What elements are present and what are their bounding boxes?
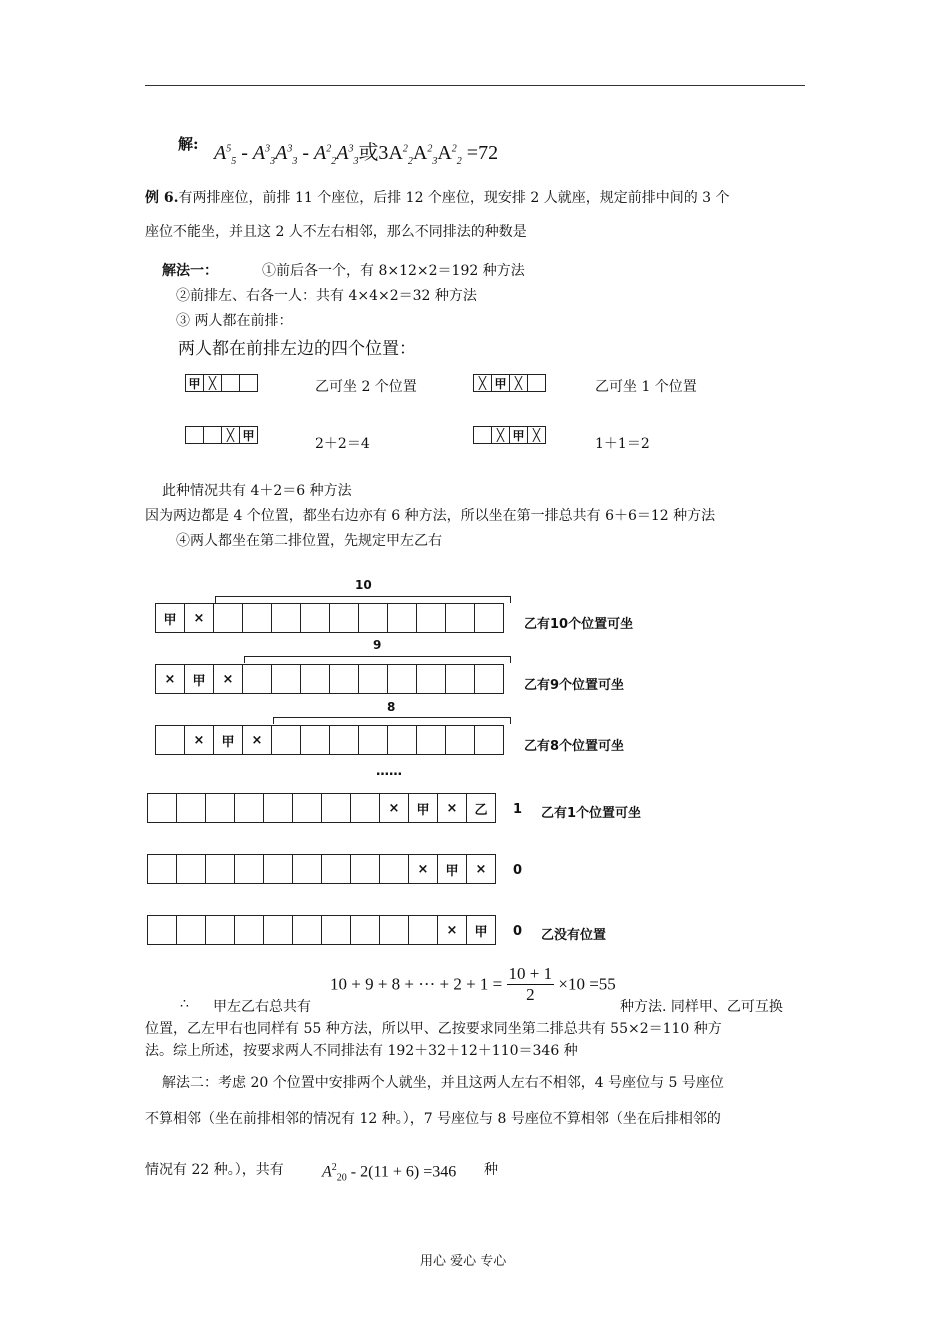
seat: ╳ <box>203 374 222 392</box>
seat <box>387 603 417 633</box>
box-b <box>474 374 546 392</box>
seat <box>221 374 240 392</box>
seat: 甲 <box>408 793 438 823</box>
seat: × <box>242 725 272 755</box>
seat: × <box>213 664 243 694</box>
seat: × <box>379 793 409 823</box>
solution-label: 解: <box>178 135 199 153</box>
seat-row-4 <box>148 793 496 823</box>
box-a <box>186 374 258 392</box>
seat: × <box>184 603 214 633</box>
seat: 甲 <box>466 915 496 945</box>
seat <box>416 664 446 694</box>
seat <box>205 915 235 945</box>
seat <box>205 793 235 823</box>
method2-formula: $A^2_{20} - 2(11 + 6) =346$ <box>322 1162 457 1184</box>
seat <box>203 426 222 444</box>
case3-heading: 两人都在前排左边的四个位置： <box>178 339 416 359</box>
seat <box>329 725 359 755</box>
method2-line3-prefix: 情况有 22 种。），共有 <box>145 1162 284 1178</box>
seat <box>271 664 301 694</box>
seat <box>234 793 264 823</box>
row5-number: 0 <box>513 863 523 878</box>
seat <box>445 664 475 694</box>
seat <box>350 915 380 945</box>
seat <box>147 915 177 945</box>
seat <box>379 854 409 884</box>
seat <box>474 603 504 633</box>
summary1: 此种情况共有 4＋2＝6 种方法 <box>162 483 352 499</box>
brace <box>244 656 511 663</box>
seat <box>185 426 204 444</box>
seat: ╳ <box>527 426 546 444</box>
row4-number: 1 <box>513 802 523 817</box>
seat <box>474 664 504 694</box>
method2-line1: 解法二：考虑 20 个位置中安排两个人就坐，并且这两人左右不相邻，4 号座位与 5 号座位 <box>162 1075 724 1091</box>
example-line1: 例 6.有两排座位，前排 11 个座位，后排 12 个座位，现安排 2 人就座，规定前排中间的 3 个 <box>145 190 730 206</box>
seat: 甲 <box>437 854 467 884</box>
text-a: 乙可坐 2 个位置 <box>315 379 417 395</box>
seat: 甲 <box>184 664 214 694</box>
seat <box>350 854 380 884</box>
seat <box>242 664 272 694</box>
seat: × <box>466 854 496 884</box>
seat <box>408 915 438 945</box>
seat <box>358 603 388 633</box>
case1: ①前后各一个，有 8×12×2＝192 种方法 <box>262 263 525 279</box>
sum-suffix: 种方法. 同样甲、乙可互换 <box>620 999 783 1015</box>
formula-main: $A^5_5 - A^3_3A^3_3 - A^2_2A^3_3$或$3A^2_2A^2_3A^2_2 =72$ <box>214 142 499 167</box>
brace-number: 10 <box>355 578 372 592</box>
text-d: 1＋1＝2 <box>595 436 650 452</box>
therefore-symbol: ∴ <box>180 996 189 1012</box>
seat: × <box>437 793 467 823</box>
seat <box>445 603 475 633</box>
seat <box>387 725 417 755</box>
seat <box>292 854 322 884</box>
brace <box>215 596 511 603</box>
seat <box>263 854 293 884</box>
seat <box>147 854 177 884</box>
seat <box>300 603 330 633</box>
seat: ╳ <box>491 426 510 444</box>
seat: 甲 <box>213 725 243 755</box>
sum-prefix: 甲左乙右总共有 <box>213 999 311 1015</box>
seat <box>176 854 206 884</box>
seat <box>213 603 243 633</box>
seat: ╳ <box>509 374 528 392</box>
seat <box>329 603 359 633</box>
summary2: 因为两边都是 4 个位置，都坐右边亦有 6 种方法，所以坐在第一排总共有 6＋6＝12 种方法 <box>145 508 716 524</box>
method2-line2: 不算相邻（坐在前排相邻的情况有 12 种。），7 号座位与 8 号座位不算相邻（坐在后排相邻的 <box>145 1111 721 1127</box>
seat <box>263 793 293 823</box>
seat <box>242 603 272 633</box>
seat-row-2 <box>156 664 504 694</box>
footer: 用心 爱心 专心 <box>420 1254 507 1269</box>
seat <box>176 793 206 823</box>
text-b: 乙可坐 1 个位置 <box>595 379 697 395</box>
brace-number: 8 <box>387 700 396 714</box>
method2-line3-suffix: 种 <box>484 1162 498 1178</box>
seat <box>292 793 322 823</box>
method1-label: 解法一： <box>162 263 218 279</box>
seat <box>321 915 351 945</box>
seat: ╳ <box>221 426 240 444</box>
row4-label: 乙有1个位置可坐 <box>541 806 642 821</box>
seat <box>234 854 264 884</box>
row6-number: 0 <box>513 924 523 939</box>
sum-formula: 10 + 9 + 8 + ··· + 2 + 1 = $\frac{10 + 1}{2}$ ×10 =55 <box>330 964 616 1004</box>
seat: × <box>408 854 438 884</box>
conclusion-line3: 法。综上所述，按要求两人不同排法有 192＋32＋12＋110＝346 种 <box>145 1043 578 1059</box>
seat-row-6 <box>148 915 496 945</box>
row6-label: 乙没有位置 <box>541 928 607 943</box>
seat <box>527 374 546 392</box>
case3: ③ 两人都在前排： <box>176 313 293 329</box>
seat: 乙 <box>466 793 496 823</box>
brace <box>273 717 511 724</box>
row2-label: 乙有9个位置可坐 <box>524 678 625 693</box>
text-c: 2＋2＝4 <box>315 436 370 452</box>
seat: × <box>155 664 185 694</box>
box-c <box>186 426 258 444</box>
seat <box>205 854 235 884</box>
seat <box>329 664 359 694</box>
seat <box>387 664 417 694</box>
seat <box>300 664 330 694</box>
seat <box>271 725 301 755</box>
seat: 甲 <box>491 374 510 392</box>
case2: ②前排左、右各一人：共有 4×4×2＝32 种方法 <box>176 288 477 304</box>
seat: × <box>184 725 214 755</box>
seat <box>358 664 388 694</box>
seat <box>416 603 446 633</box>
seat <box>350 793 380 823</box>
seat <box>321 793 351 823</box>
box-d <box>474 426 546 444</box>
seat: 甲 <box>239 426 258 444</box>
seat: 甲 <box>155 603 185 633</box>
seat <box>416 725 446 755</box>
conclusion-line2: 位置，乙左甲右也同样有 55 种方法，所以甲、乙按要求同坐第二排总共有 55×2＝110 种方 <box>145 1021 722 1037</box>
case4: ④两人都坐在第二排位置，先规定甲左乙右 <box>176 533 442 549</box>
seat: 甲 <box>185 374 204 392</box>
seat <box>321 854 351 884</box>
seat <box>234 915 264 945</box>
row1-label: 乙有10个位置可坐 <box>524 617 634 632</box>
seat <box>239 374 258 392</box>
seat <box>379 915 409 945</box>
seat-row-3 <box>156 725 504 755</box>
seat <box>300 725 330 755</box>
seat <box>176 915 206 945</box>
seat-row-1 <box>156 603 504 633</box>
seat-row-5 <box>148 854 496 884</box>
seat <box>474 725 504 755</box>
seat <box>358 725 388 755</box>
seat: ╳ <box>473 374 492 392</box>
seat <box>155 725 185 755</box>
seat <box>271 603 301 633</box>
seat: 甲 <box>509 426 528 444</box>
seat <box>263 915 293 945</box>
seat <box>445 725 475 755</box>
seat: × <box>437 915 467 945</box>
ellipsis: …… <box>376 764 402 779</box>
seat <box>292 915 322 945</box>
brace-number: 9 <box>373 638 382 652</box>
row3-label: 乙有8个位置可坐 <box>524 739 625 754</box>
header-rule <box>145 85 805 86</box>
seat <box>473 426 492 444</box>
example-line2: 座位不能坐，并且这 2 人不左右相邻，那么不同排法的种数是 <box>145 224 527 240</box>
seat <box>147 793 177 823</box>
